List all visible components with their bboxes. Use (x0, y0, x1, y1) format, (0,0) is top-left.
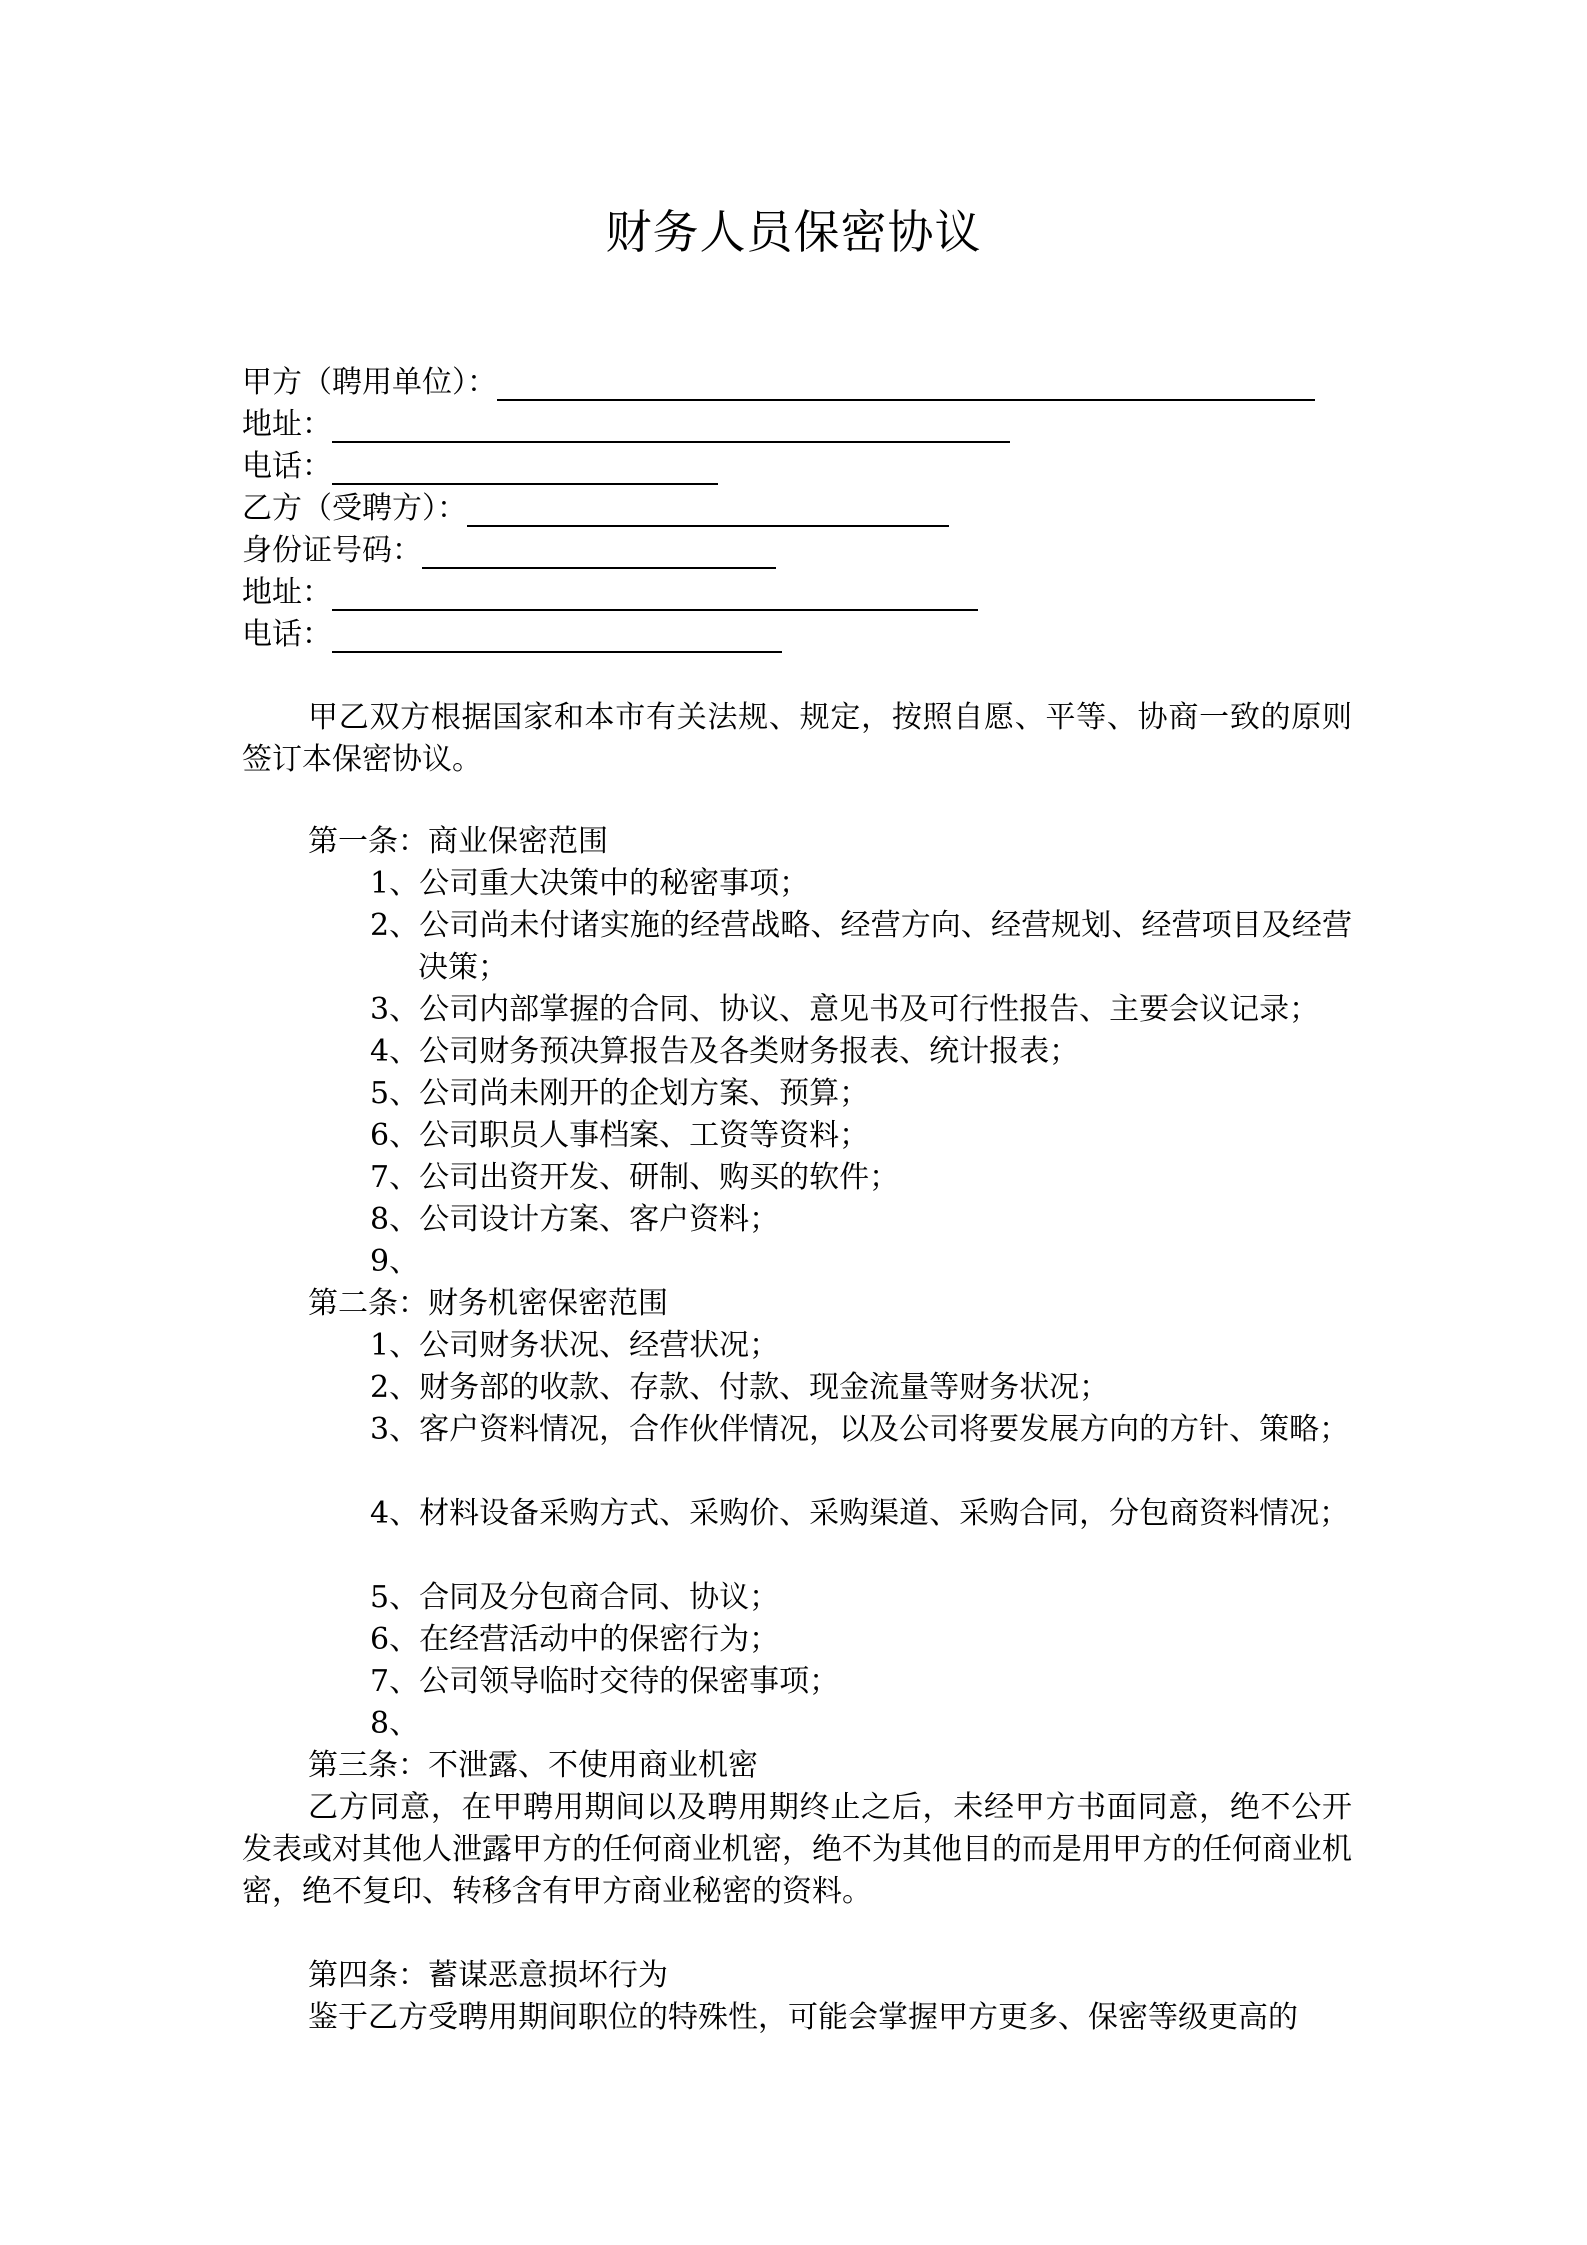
fill-in-line[interactable] (332, 405, 1010, 443)
document-title: 财务人员保密协议 (605, 205, 982, 259)
article-2-heading: 第二条：财务机密保密范围 (308, 1286, 668, 1321)
intro-paragraph: 甲乙双方根据国家和本市有关法规、规定，按照自愿、平等、协商一致的原则签订本保密协议。 (242, 700, 1352, 777)
article-2-item: 8、 (370, 1706, 420, 1741)
field-label: 甲方（聘用单位）： (242, 365, 497, 400)
fill-in-line[interactable] (422, 531, 776, 569)
field-label: 身份证号码： (242, 533, 422, 568)
fill-in-line[interactable] (332, 447, 718, 485)
fill-in-line[interactable] (332, 615, 782, 653)
field-label: 电话： (242, 449, 332, 484)
article-1-item: 1、公司重大决策中的秘密事项； (370, 866, 810, 901)
article-2-item: 2、财务部的收款、存款、付款、现金流量等财务状况； (370, 1370, 1110, 1405)
article-1-item: 5、公司尚未刚开的企划方案、预算； (370, 1076, 870, 1111)
field-party-b-id-number (242, 531, 776, 573)
field-label: 电话： (242, 617, 332, 652)
article-4-heading: 第四条：蓄谋恶意损坏行为 (308, 1958, 668, 1993)
article-1-item: 8、公司设计方案、客户资料； (370, 1202, 780, 1237)
article-2-item: 1、公司财务状况、经营状况； (370, 1328, 780, 1363)
field-party-b-address (242, 573, 978, 615)
article-4-body: 鉴于乙方受聘用期间职位的特殊性，可能会掌握甲方更多、保密等级更高的 (308, 2000, 1298, 2035)
fill-in-line[interactable] (497, 363, 1315, 401)
field-party-b-employee (242, 489, 949, 531)
article-1-item: 4、公司财务预决算报告及各类财务报表、统计报表； (370, 1034, 1080, 1069)
article-2-item: 7、公司领导临时交待的保密事项； (370, 1664, 840, 1699)
article-3-heading: 第三条：不泄露、不使用商业机密 (308, 1748, 758, 1783)
field-party-b-phone (242, 615, 782, 657)
article-1-item: 2、公司尚未付诸实施的经营战略、经营方向、经营规划、经营项目及经营决策； (370, 908, 1352, 985)
article-2-item: 4、材料设备采购方式、采购价、采购渠道、采购合同，分包商资料情况； (370, 1496, 1350, 1531)
article-2-item: 6、在经营活动中的保密行为； (370, 1622, 780, 1657)
article-1-item: 9、 (370, 1244, 420, 1279)
article-2-item: 5、合同及分包商合同、协议； (370, 1580, 780, 1615)
field-label: 地址： (242, 407, 332, 442)
field-label: 乙方（受聘方）： (242, 491, 467, 526)
field-label: 地址： (242, 575, 332, 610)
article-1-item: 3、公司内部掌握的合同、协议、意见书及可行性报告、主要会议记录； (370, 992, 1320, 1027)
article-1-item: 6、公司职员人事档案、工资等资料； (370, 1118, 870, 1153)
field-party-a-address (242, 405, 1010, 447)
article-3-body: 乙方同意，在甲聘用期间以及聘用期终止之后，未经甲方书面同意，绝不公开发表或对其他人泄露甲方的任何商业机密，绝不为其他目的而是用甲方的任何商业机密，绝不复印、转移含有甲方商业秘密的资料。 (242, 1790, 1352, 1909)
field-party-a-phone (242, 447, 718, 489)
fill-in-line[interactable] (467, 489, 949, 527)
field-party-a-employer (242, 363, 1315, 405)
fill-in-line[interactable] (332, 573, 978, 611)
article-1-heading: 第一条：商业保密范围 (308, 824, 608, 859)
article-2-item: 3、客户资料情况，合作伙伴情况，以及公司将要发展方向的方针、策略； (370, 1412, 1350, 1447)
article-1-item: 7、公司出资开发、研制、购买的软件； (370, 1160, 900, 1195)
